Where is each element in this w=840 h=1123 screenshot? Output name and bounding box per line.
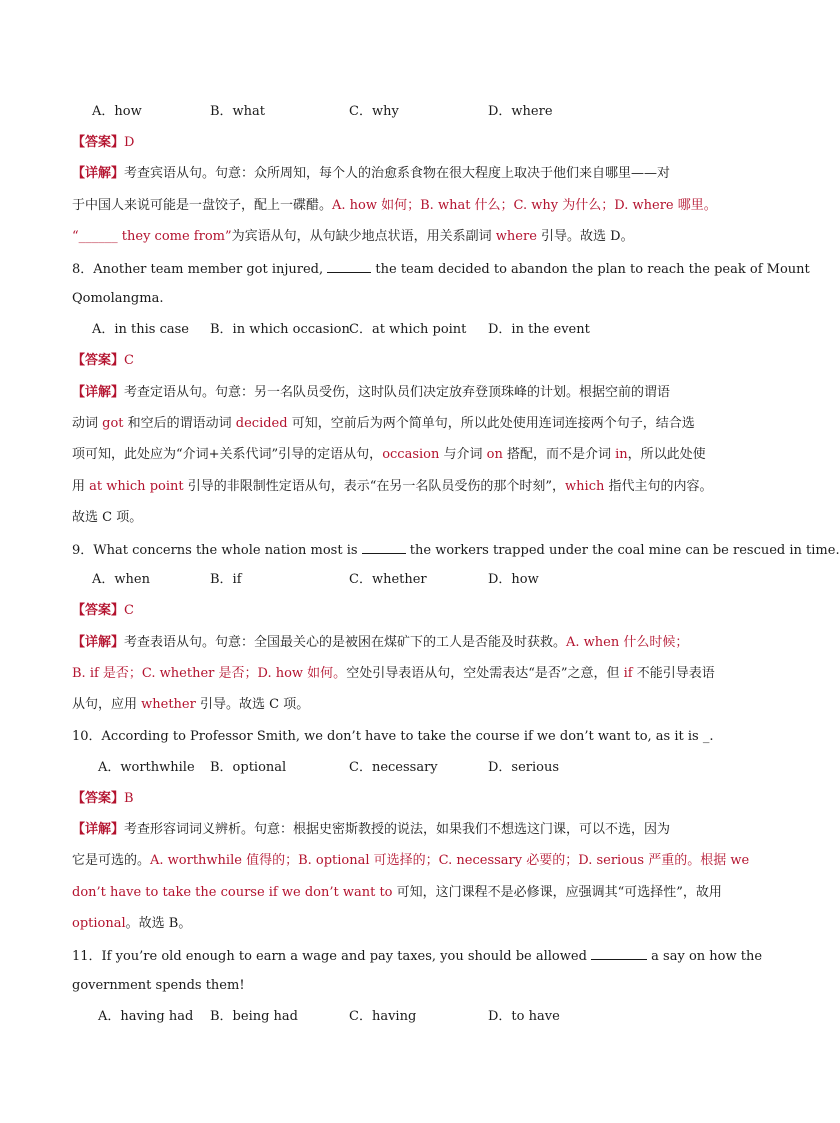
- detail-quote: “______ they come from”: [72, 229, 232, 244]
- answer-tag: 【答案】: [72, 353, 125, 368]
- detail-text: 用: [72, 479, 90, 494]
- q11-blank: [591, 947, 647, 960]
- detail-options-gloss: A. worthwhile 值得的；B. optional 可选择的；C. necessary 必要的；D. serious 严重的。: [150, 853, 701, 868]
- q7-answer: [72, 135, 754, 151]
- q9-detail-line-1: [72, 635, 754, 651]
- q10-stem: 10．According to Professor Smith, we don’t have to take the course if we don’t want to, as it is _.: [72, 729, 714, 744]
- detail-text: 从句，应用: [72, 697, 142, 712]
- q7-option-b[interactable]: B．what: [210, 104, 266, 119]
- q7-option-d[interactable]: D．where: [488, 104, 553, 119]
- q8-detail-line-4: [72, 479, 754, 495]
- detail-tag: 【详解】: [72, 635, 125, 650]
- detail-text: 空处引导表语从句，空处需表达“是否”之意，但: [346, 666, 624, 681]
- q9-stem: 9．What concerns the whole nation most is: [72, 543, 362, 558]
- q8-stem: the team decided to abandon the plan to reach the peak of Mount: [371, 262, 810, 277]
- detail-options-gloss: B. if 是否；C. whether 是否；D. how 如何。: [72, 666, 347, 681]
- q7-detail-line-3: [72, 229, 754, 245]
- q7-detail-line-1: [72, 166, 754, 182]
- answer-tag: 【答案】: [72, 603, 125, 618]
- detail-keyword: got: [102, 416, 124, 431]
- q11-option-a[interactable]: A．having had: [98, 1009, 194, 1024]
- detail-text: 考查宾语从句。句意：众所周知，每个人的治愈系食物在很大程度上取决于他们来自哪里——对: [124, 166, 671, 181]
- q10-option-c[interactable]: C．necessary: [349, 760, 438, 775]
- detail-keyword: occasion: [382, 447, 440, 462]
- q8-answer: [72, 353, 754, 369]
- detail-keyword: if: [623, 666, 633, 681]
- q10-detail-line-4: [72, 916, 754, 932]
- q8-stem-line-2: Qomolangma.: [72, 291, 164, 306]
- detail-tag: 【详解】: [72, 385, 125, 400]
- q10-option-a[interactable]: A．worthwhile: [98, 760, 195, 775]
- detail-text: 不能引导表语: [632, 666, 715, 681]
- detail-keyword: where: [491, 229, 542, 244]
- detail-options-gloss: A. how 如何；B. what 什么；C. why 为什么；D. where 哪里。: [332, 198, 717, 213]
- detail-quote: don’t have to take the course if we don’t want to: [72, 885, 393, 900]
- q8-option-b[interactable]: B．in which occasion: [210, 322, 350, 337]
- detail-keyword: decided: [235, 416, 288, 431]
- detail-keyword: whether: [141, 697, 196, 712]
- detail-text: 可知，这门课程不是必修课，应强调其“可选择性”，故用: [392, 885, 722, 900]
- answer-value: D: [124, 135, 135, 150]
- q7-detail-line-2: [72, 198, 754, 214]
- q11-option-b[interactable]: B．being had: [210, 1009, 298, 1024]
- q10-option-b[interactable]: B．optional: [210, 760, 287, 775]
- q11-stem: a say on how the: [647, 949, 763, 964]
- detail-keyword: optional: [72, 916, 126, 931]
- detail-text: ，所以此处使: [627, 447, 706, 462]
- q11-stem: 11．If you’re old enough to earn a wage and pay taxes, you should be allowed: [72, 949, 592, 964]
- q8-option-d[interactable]: D．in the event: [488, 322, 590, 337]
- q9-option-a[interactable]: A．when: [92, 572, 150, 587]
- detail-text: 它是可选的。: [72, 853, 151, 868]
- q11-option-c[interactable]: C．having: [349, 1009, 417, 1024]
- detail-keyword: on: [486, 447, 503, 462]
- answer-value: C: [124, 603, 134, 618]
- q9-option-c[interactable]: C．whether: [349, 572, 427, 587]
- q8-detail-line-5: 故选 C 项。: [72, 510, 143, 525]
- q8-detail-line-1: [72, 385, 754, 401]
- q11-stem-line-1: [72, 947, 763, 965]
- answer-value: B: [124, 791, 134, 806]
- detail-text: 可知，空前后为两个简单句，所以此处使用连词连接两个句子，结合选: [287, 416, 695, 431]
- detail-tag: 【详解】: [72, 822, 125, 837]
- detail-tag: 【详解】: [72, 166, 125, 181]
- detail-text: 引导。故选 C 项。: [195, 697, 310, 712]
- q9-stem: the workers trapped under the coal mine can be rescued in time.: [405, 543, 840, 558]
- q9-detail-line-2: [72, 666, 754, 682]
- q8-stem: 8．Another team member got injured,: [72, 262, 328, 277]
- q9-detail-line-3: [72, 697, 754, 713]
- answer-value: C: [124, 353, 134, 368]
- q8-detail-line-3: [72, 447, 754, 463]
- detail-text: 和空后的谓语动词: [123, 416, 236, 431]
- q7-option-c[interactable]: C．why: [349, 104, 399, 119]
- q10-detail-line-3: [72, 885, 754, 901]
- q10-detail-line-2: [72, 853, 754, 869]
- detail-text: 于中国人来说可能是一盘饺子，配上一碟醋。: [72, 198, 333, 213]
- q10-option-d[interactable]: D．serious: [488, 760, 560, 775]
- q8-detail-line-2: [72, 416, 754, 432]
- detail-text: 。故选 B。: [125, 916, 192, 931]
- q9-answer: [72, 603, 754, 619]
- q9-option-d[interactable]: D．how: [488, 572, 539, 587]
- detail-text: 动词: [72, 416, 103, 431]
- detail-text: 指代主句的内容。: [604, 479, 713, 494]
- q9-option-b[interactable]: B．if: [210, 572, 242, 587]
- detail-text: 引导的非限制性定语从句，表示“在另一名队员受伤的那个时刻”，: [183, 479, 566, 494]
- q11-stem-line-2: government spends them!: [72, 978, 245, 993]
- detail-text: 考查形容词词义辨析。句意：根据史密斯教授的说法，如果我们不想选这门课，可以不选，因为: [124, 822, 671, 837]
- detail-text: 项可知，此处应为“介词+关系代词”引导的定语从句，: [72, 447, 383, 462]
- q8-option-a[interactable]: A．in this case: [92, 322, 190, 337]
- q8-stem-line-1: [72, 260, 810, 278]
- detail-text: 考查表语从句。句意：全国最关心的是被困在煤矿下的工人是否能及时获救。: [124, 635, 567, 650]
- detail-text: 搭配，而不是介词: [502, 447, 616, 462]
- detail-text: 为宾语从句，从句缺少地点状语，用关系副词: [231, 229, 492, 244]
- q9-stem-line-1: [72, 541, 840, 559]
- q8-option-c[interactable]: C．at which point: [349, 322, 467, 337]
- q10-answer: [72, 791, 754, 807]
- detail-keyword: which: [565, 479, 605, 494]
- detail-keyword: in: [615, 447, 628, 462]
- detail-text: 引导。故选 D。: [541, 229, 634, 244]
- q11-option-d[interactable]: D．to have: [488, 1009, 560, 1024]
- answer-tag: 【答案】: [72, 135, 125, 150]
- answer-tag: 【答案】: [72, 791, 125, 806]
- q9-blank: [362, 541, 406, 554]
- detail-text: 考查定语从句。句意：另一名队员受伤，这时队员们决定放弃登顶珠峰的计划。根据空前的谓语: [124, 385, 671, 400]
- detail-text: 与介词: [439, 447, 487, 462]
- detail-keyword: 根据 we: [700, 853, 750, 868]
- q8-blank: [327, 260, 371, 273]
- detail-options-gloss: A. when 什么时候；: [566, 635, 689, 650]
- q7-option-a[interactable]: A．how: [92, 104, 142, 119]
- q10-detail-line-1: [72, 822, 754, 838]
- detail-keyword: at which point: [89, 479, 184, 494]
